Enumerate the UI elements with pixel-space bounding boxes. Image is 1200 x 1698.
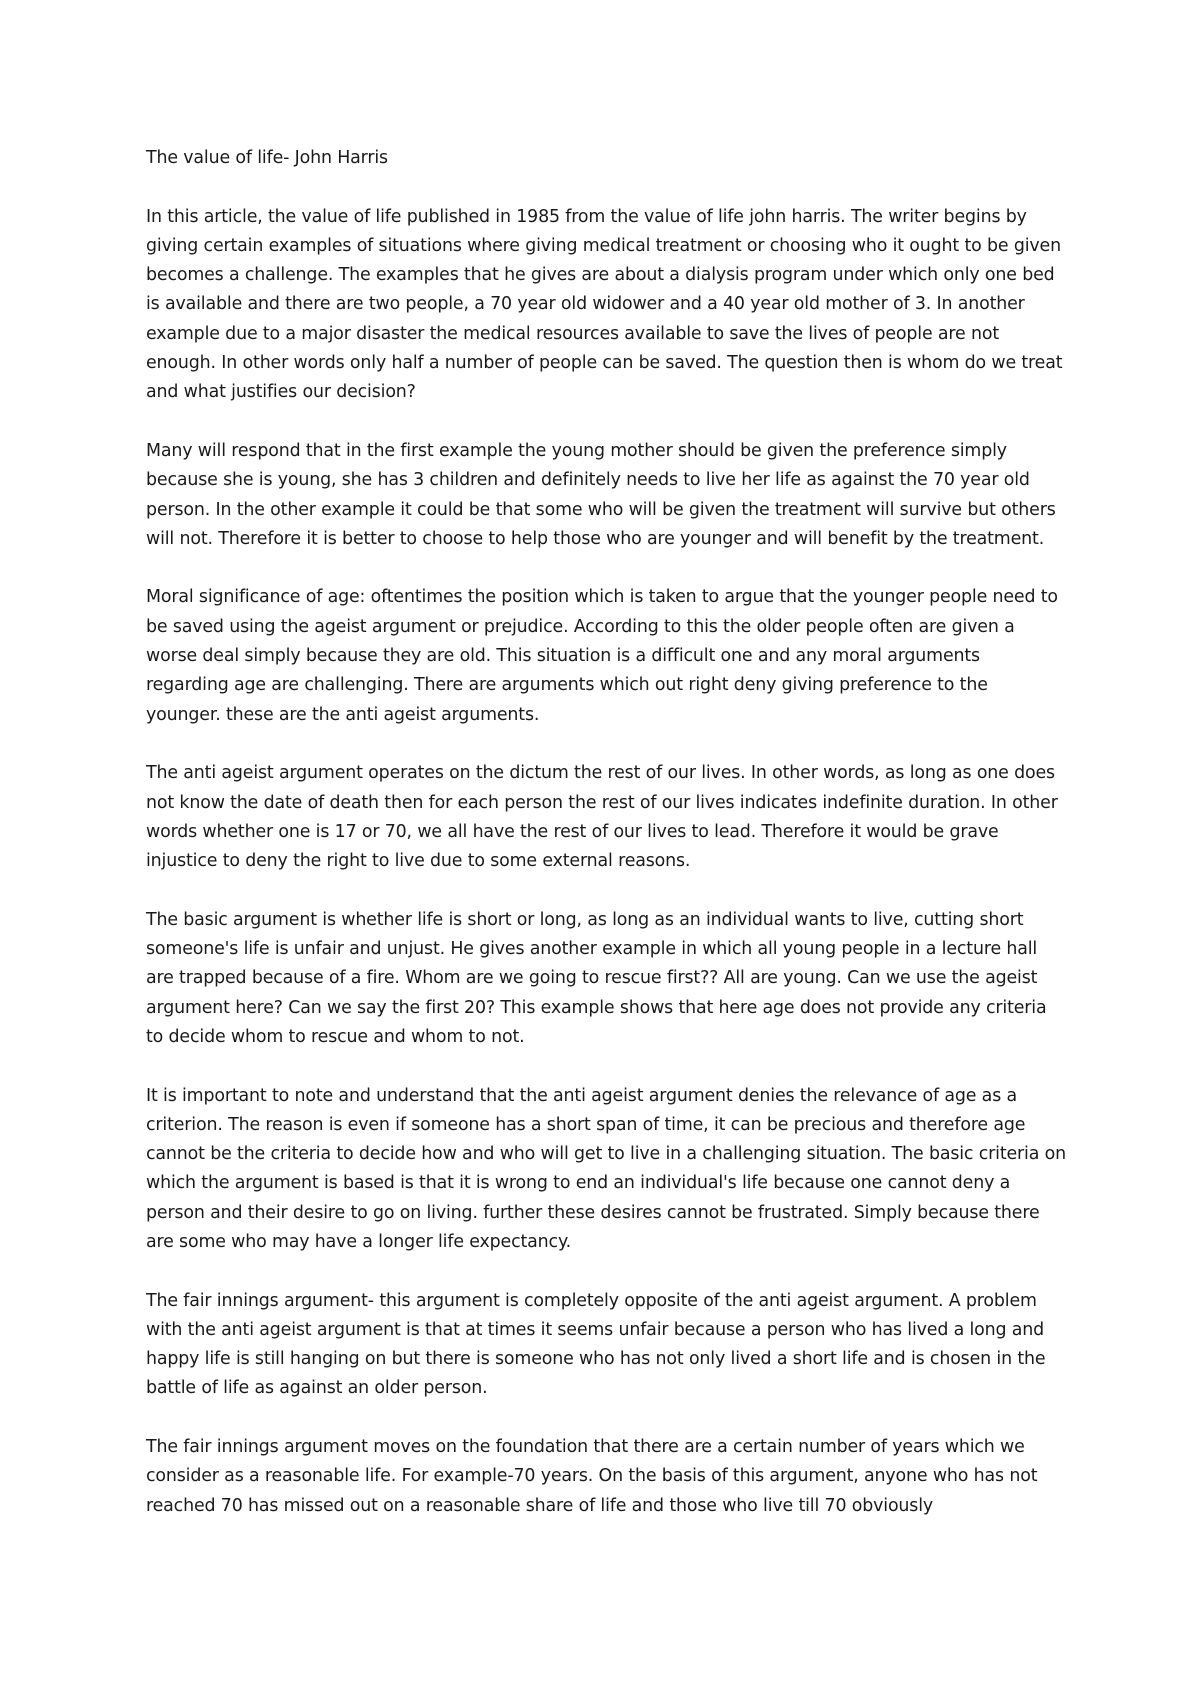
paragraph-fair-innings-foundation: The fair innings argument moves on the foundation that there are a certain number of years which we consider as a reasonable life. For example-70 years. On the basis of this argument, anyone who has not reached 70 has missed out on a reasonable share of life and those who live till 70 obviously bbox=[146, 1437, 1038, 1516]
document-title: The value of life- John Harris bbox=[146, 148, 388, 168]
paragraph-anti-ageist: The anti ageist argument operates on the dictum the rest of our lives. In other words, as long as one does not know the date of death then for each person the rest of our lives indicates indefinite duration. In other words whether one is 17 or 70, we all have the rest of our lives to lead. Therefore it would be grave injustice to deny the right to live due to some external reasons. bbox=[146, 763, 1058, 872]
paragraph-fair-innings: The fair innings argument- this argument is completely opposite of the anti ageist argument. A problem with the anti ageist argument is that at times it seems unfair because a person who has lived a long and happy life is still hanging on but there is someone who has not only lived a short life and is chosen in the battle of life as against an older person. bbox=[146, 1290, 1046, 1399]
paragraph-intro: In this article, the value of life published in 1985 from the value of life john harris. The writer begins by giving certain examples of situations where giving medical treatment or choosing who it ought to be given becomes a challenge. The examples that he gives are about a dialysis program under which only one bed is available and there are two people, a 70 year old widower and a 40 year old mother of 3. In another example due to a major disaster the medical resources available to save the lives of people are not enough. In other words only half a number of people can be saved. The question then is whom do we treat and what justifies our decision? bbox=[146, 206, 1063, 403]
paragraph-moral-significance: Moral significance of age: oftentimes the position which is taken to argue that the younger people need to be saved using the ageist argument or prejudice. According to this the older people often are given a worse deal simply because they are old. This situation is a difficult one and any moral arguments regarding age are challenging. There are arguments which out right deny giving preference to the younger. these are the anti ageist arguments. bbox=[146, 587, 1058, 725]
paragraph-basic-argument: The basic argument is whether life is short or long, as long as an individual wants to live, cutting short someone's life is unfair and unjust. He gives another example in which all young people in a lecture hall are trapped because of a fire. Whom are we going to rescue first?? All are young. Can we use the ageist argument here? Can we say the first 20? This example shows that here age does not provide any criteria to decide whom to rescue and whom to not. bbox=[146, 909, 1047, 1047]
document-body bbox=[146, 144, 1066, 1550]
paragraph-relevance-of-age: It is important to note and understand that the anti ageist argument denies the relevance of age as a criterion. The reason is even if someone has a short span of time, it can be precious and therefore age cannot be the criteria to decide how and who will get to live in a challenging situation. The basic criteria on which the argument is based is that it is wrong to end an individual's life because one cannot deny a person and their desire to go on living. further these desires cannot be frustrated. Simply because there are some who may have a longer life expectancy. bbox=[146, 1085, 1066, 1252]
paragraph-response: Many will respond that in the first example the young mother should be given the preference simply because she is young, she has 3 children and definitely needs to live her life as against the 70 year old person. In the other example it could be that some who will be given the treatment will survive but others will not. Therefore it is better to choose to help those who are younger and will benefit by the treatment. bbox=[146, 440, 1056, 549]
